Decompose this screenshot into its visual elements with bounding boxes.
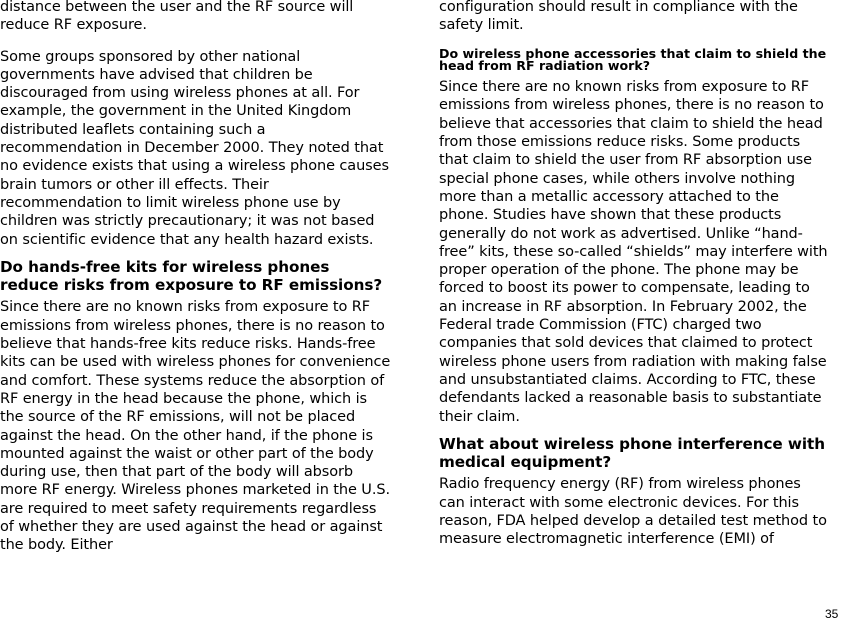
national-governments-paragraph: Some groups sponsored by other national governments have advised that children be discouraged from using wireless phones at all. For example, the government in the United Kingdom distributed leaflets containing such a recommendation in December 2000. They noted that no evidence exists that using a wireless phone causes brain tumors or other ill effects. Their recommendation to limit wireless phone use by children was strictly precautionary; it was not based on scientific evidence that any health hazard exists. (0, 48, 389, 248)
handsfree-kits-paragraph: Since there are no known risks from exposure to RF emissions from wireless phones, there is no reason to believe that hands-free kits reduce risks. Hands-free kits can be used with wireless phones for convenience and comfort. These systems reduce the absorption of RF energy in the head because the phone, which is the source of the RF emissions, will not be placed against the head. On the other hand, if the phone is mounted against the waist or other part of the body during use, then that part of the body will absorb more RF energy. Wireless phones marketed in the U.S. are required to meet safety requirements regardless of whether they are used against the head or against the body. Either (0, 299, 391, 554)
shield-accessories-paragraph: Since there are no known risks from exposure to RF emissions from wireless phones, there is no reason to believe that accessories that claim to shield the head from those emissions reduce risks. Some products that claim to shield the user from RF absorption use special phone cases, while others involve nothing more than a metallic accessory attached to the phone. Studies have shown that these products generally do not work as advertised. Unlike “hand-free” kits, these so-called “shields” may interfere with proper operation of the phone. The phone may be forced to boost its power to compensate, leading to an increase in RF absorption. In February 2002, the Federal trade Commission (FTC) charged two companies that sold devices that claimed to protect wireless phone users from radiation with making false and unsubstantiated claims. According to FTC, these defendants lacked a reasonable basis to substantiate their claim. (439, 79, 828, 425)
right-column (439, 0, 831, 549)
medical-interference-heading: What about wireless phone interference with medical equipment? (439, 434, 826, 472)
left-column (0, 0, 392, 555)
medical-interference-paragraph: Radio frequency energy (RF) from wireless phones can interact with some electronic devices. For this reason, FDA helped develop a detailed test method to measure electromagnetic interference (EMI) of (439, 476, 827, 548)
left-continuation-paragraph: distance between the user and the RF source will reduce RF exposure. (0, 0, 354, 34)
shield-accessories-heading: Do wireless phone accessories that claim to shield the head from RF radiation work? (439, 45, 827, 74)
handsfree-kits-heading: Do hands-free kits for wireless phones reduce risks from exposure to RF emissions? (0, 257, 383, 295)
right-continuation-paragraph: configuration should result in compliance with the safety limit. (439, 0, 798, 34)
page-number: 35 (825, 607, 839, 621)
